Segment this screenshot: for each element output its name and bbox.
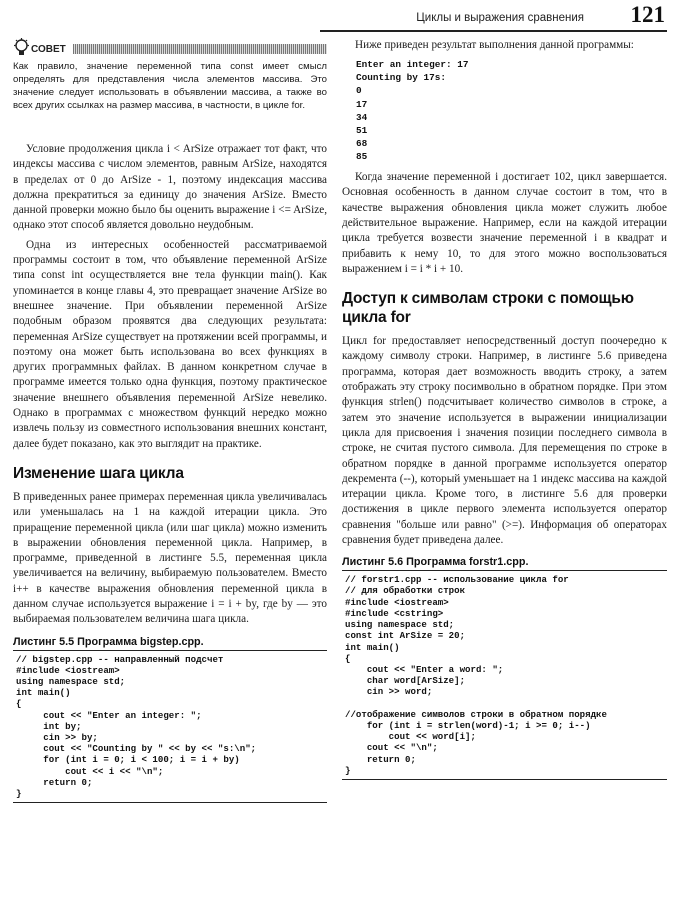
listing: [342, 554, 667, 780]
lightbulb-icon: [13, 38, 30, 63]
listing-box: [342, 570, 667, 780]
section-heading: Изменение шага цикла: [13, 464, 184, 482]
listing: [13, 634, 327, 804]
listing-title: Листинг 5.6 Программа forstr1.cpp.: [342, 556, 529, 569]
paragraph: В приведенных ранее примерах переменная цикла увеличивалась или уменьшалась на 1 на каждой итерации цикла. Это приращение переменной цикла (или шаг цикла) можно изменить в выражении обновления переменной цикла. Например, в программе, приведенной в листинге 5.5, переменная цикла увеличивается на величину, выбираемую пользователем. Вместо i++ в качестве выражения обновления переменной цикла в данном случае используется выражение i = i + by, где by — это выбираемая пользователем величина шага цикла.: [13, 490, 327, 626]
listing-box: [13, 650, 327, 804]
page-header: [0, 0, 679, 34]
code-block: // forstr1.cpp -- использование цикла for // для обработки строк #include <iostream> #include <cstring> using namespace std; const int ArSize = 20; int main() { cout << "Enter a word: "; char word[ArSize]; cin >> word; //отображение символов строки в обратном порядке for (int i = strlen(word)-1; i >= 0; i--) cout << word[i]; cout << "\n"; return 0; }: [345, 574, 607, 776]
running-head: Циклы и выражения сравнения: [416, 12, 584, 24]
program-output: Enter an integer: 17 Counting by 17s: 0 17 34 51 68 85: [356, 59, 469, 162]
tip-header: [13, 38, 327, 60]
paragraph: Когда значение переменной i достигает 102, цикл завершается. Основная особенность в данном случае состоит в том, что в качестве выражения обновления цикла может служить любое действительное выражение. Например, если на каждой итерации цикла требуется возвести значение переменной i в квадрат и прибавить к нему 10, то для этого можно воспользоваться выражением i = i * i + 10.: [342, 171, 667, 275]
page-number: 121: [630, 2, 665, 27]
tip-box: [13, 38, 327, 134]
listing-title: Листинг 5.5 Программа bigstep.cpp.: [13, 635, 204, 648]
code-block: // bigstep.cpp -- направленный подсчет #include <iostream> using namespace std; int main() { cout << "Enter an integer: "; int by; cin >> by; cout << "Counting by " << by << "s:\n"; for (int i = 0; i < 100; i = i + by) cout << i << "\n"; return 0; }: [16, 653, 257, 800]
left-column: [13, 38, 327, 803]
paragraph: Одна из интересных особенностей рассматриваемой программы состоит в том, что объявление переменной ArSize типа const int осуществляется вне тела функции main(). Как упоминается в конце главы 4, это превращает значение ArSize во внешнее значение. При объявлении переменной ArSize подобным образом проявятся два следующих результата: переменная ArSize существует на протяжении всей программы, и поэтому она может быть использована во всех функциях в других программных файлах. В данном конкретном случае в программе имеется только одна функция, поэтому практическое значение внешнего объявления переменной ArSize невелико. Однако в программах с множеством функций нередко можно извлечь пользу из совместного использования внешних констант, далее будет показано, как это выглядит на практике.: [13, 238, 327, 450]
tip-text: Как правило, значение переменной типа const имеет смысл определять для представления числа элементов массива. Это значение следует использовать в объявлении массива, а также во всех других ссылках на размер массива, в частности, в цикле for.: [13, 61, 327, 111]
tip-band: [73, 44, 327, 54]
paragraph: Ниже приведен результат выполнения данной программы:: [355, 39, 634, 51]
right-column: [342, 38, 667, 780]
paragraph: Цикл for предоставляет непосредственный доступ поочередно к каждому символу строки. Например, в листинге 5.6 приведена программа, которая дает возможность вводить строку, а затем отображать эту строку посимвольно в обратном порядке. При этом функция strlen() подсчитывает количество символов в строке, а затем это значение используется в выражении инициализации цикла для присвоения i значения позиции последнего символа в строке, не считая пустого символа. Для перемещения по строке в обратном порядке в данной программе используется оператор декремента (--), который уменьшает на 1 индекс массива на каждой итерации цикла. Кроме того, в листинге 5.6 для проверки достижения в цикле первого элемента используется оператор сравнения "больше или равно" (>=). Информация об операторах сравнения будет приведена далее.: [342, 335, 667, 546]
paragraph: Условие продолжения цикла i < ArSize отражает тот факт, что индексы массива с числом элементов, равным ArSize, находятся в пределах от 0 до ArSize - 1, поэтому индексация массива должна прекратиться за единицу до значения ArSize. Вместо данной проверки можно было бы оценить выражение i <= ArSize, однако этот способ является довольно неудобным.: [13, 143, 327, 232]
header-rule: [320, 30, 667, 32]
tip-label: СОВЕТ: [31, 44, 66, 55]
section-heading: Доступ к символам строки с помощью цикла for: [342, 290, 634, 327]
